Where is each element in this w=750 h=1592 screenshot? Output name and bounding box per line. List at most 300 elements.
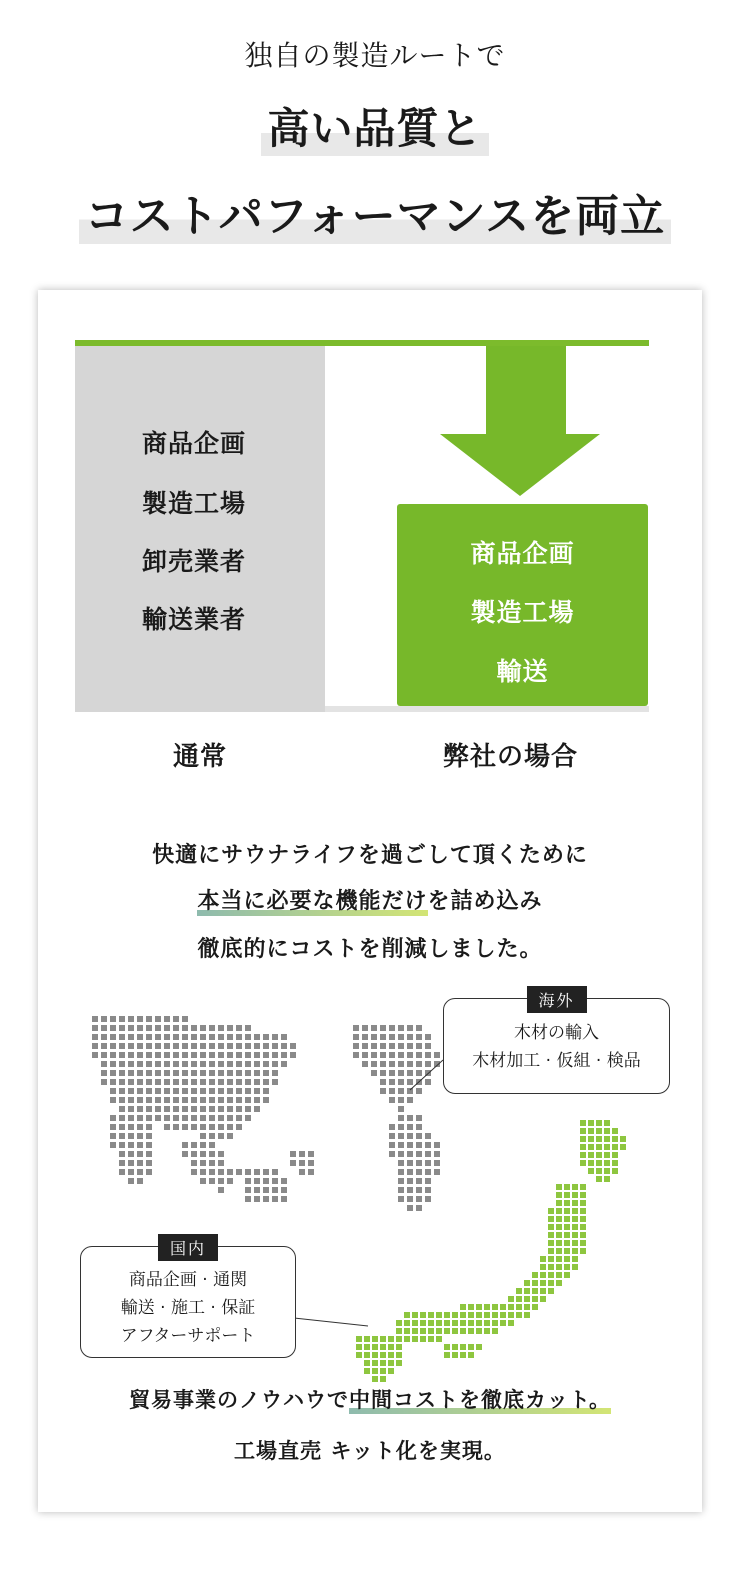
map-dot <box>436 1312 442 1318</box>
map-dot <box>580 1192 586 1198</box>
map-dot <box>209 1088 215 1094</box>
map-dot <box>389 1025 395 1031</box>
map-dot <box>604 1160 610 1166</box>
map-dot <box>272 1070 278 1076</box>
map-dot <box>137 1025 143 1031</box>
map-dot <box>460 1312 466 1318</box>
map-dot <box>398 1115 404 1121</box>
map-dot <box>425 1142 431 1148</box>
map-dot <box>388 1352 394 1358</box>
map-dot <box>476 1312 482 1318</box>
map-dot <box>556 1280 562 1286</box>
map-dot <box>146 1034 152 1040</box>
map-dot <box>110 1070 116 1076</box>
map-dot <box>218 1025 224 1031</box>
map-dot <box>588 1144 594 1150</box>
map-dot <box>580 1128 586 1134</box>
map-dot <box>564 1208 570 1214</box>
map-dot <box>137 1052 143 1058</box>
map-dot <box>254 1088 260 1094</box>
map-dot <box>263 1079 269 1085</box>
map-dot <box>389 1061 395 1067</box>
map-dot <box>299 1169 305 1175</box>
map-dot <box>580 1224 586 1230</box>
map-dot <box>137 1034 143 1040</box>
map-dot <box>164 1052 170 1058</box>
map-dot <box>254 1196 260 1202</box>
map-dot <box>155 1016 161 1022</box>
map-dot <box>191 1142 197 1148</box>
map-dot <box>227 1043 233 1049</box>
map-dot <box>362 1052 368 1058</box>
map-dot <box>191 1043 197 1049</box>
map-dot <box>548 1224 554 1230</box>
map-dot <box>155 1097 161 1103</box>
map-dot <box>218 1124 224 1130</box>
map-dot <box>572 1232 578 1238</box>
map-dot <box>209 1178 215 1184</box>
map-dot <box>164 1106 170 1112</box>
map-dot <box>476 1328 482 1334</box>
map-dot <box>137 1070 143 1076</box>
map-dot <box>173 1079 179 1085</box>
map-dot <box>434 1169 440 1175</box>
map-dot <box>548 1232 554 1238</box>
map-dot <box>200 1169 206 1175</box>
map-dot <box>218 1115 224 1121</box>
map-dot <box>218 1178 224 1184</box>
map-dot <box>146 1142 152 1148</box>
map-dot <box>137 1169 143 1175</box>
map-dot <box>425 1061 431 1067</box>
map-dot <box>137 1106 143 1112</box>
map-dot <box>460 1344 466 1350</box>
map-dot <box>119 1106 125 1112</box>
map-dot <box>398 1124 404 1130</box>
map-dot <box>245 1079 251 1085</box>
map-dot <box>263 1187 269 1193</box>
map-dot <box>164 1079 170 1085</box>
map-dot <box>398 1142 404 1148</box>
map-dot <box>407 1187 413 1193</box>
map-dot <box>556 1184 562 1190</box>
map-dot <box>155 1106 161 1112</box>
map-dot <box>209 1079 215 1085</box>
map-dot <box>236 1034 242 1040</box>
map-dot <box>604 1152 610 1158</box>
map-dot <box>119 1052 125 1058</box>
map-dot <box>254 1169 260 1175</box>
map-dot <box>407 1070 413 1076</box>
map-dot <box>444 1312 450 1318</box>
map-dot <box>398 1133 404 1139</box>
map-dot <box>146 1133 152 1139</box>
map-dot <box>407 1151 413 1157</box>
map-dot <box>398 1151 404 1157</box>
map-dot <box>416 1169 422 1175</box>
map-dot <box>245 1034 251 1040</box>
map-dot <box>119 1061 125 1067</box>
map-dot <box>200 1097 206 1103</box>
map-dot <box>200 1151 206 1157</box>
map-dot <box>372 1352 378 1358</box>
map-dot <box>452 1312 458 1318</box>
map-dot <box>218 1187 224 1193</box>
map-dot <box>110 1124 116 1130</box>
map-dot <box>380 1025 386 1031</box>
map-dot <box>119 1160 125 1166</box>
map-dot <box>420 1328 426 1334</box>
map-dot <box>146 1160 152 1166</box>
map-dot <box>209 1133 215 1139</box>
map-dot <box>556 1224 562 1230</box>
map-dot <box>596 1160 602 1166</box>
map-dot <box>218 1043 224 1049</box>
map-dot <box>218 1034 224 1040</box>
map-dot <box>476 1320 482 1326</box>
map-dot <box>173 1025 179 1031</box>
map-dot <box>92 1025 98 1031</box>
map-dot <box>604 1136 610 1142</box>
map-dot <box>620 1144 626 1150</box>
map-dot <box>398 1160 404 1166</box>
map-dot <box>119 1151 125 1157</box>
map-dot <box>218 1097 224 1103</box>
map-dot <box>281 1052 287 1058</box>
map-dot <box>137 1142 143 1148</box>
map-dot <box>556 1208 562 1214</box>
map-dot <box>191 1088 197 1094</box>
map-dot <box>416 1196 422 1202</box>
map-dot <box>492 1328 498 1334</box>
overseas-tag: 海外 <box>526 986 586 1013</box>
map-dot <box>272 1043 278 1049</box>
map-dot <box>191 1070 197 1076</box>
map-dot <box>200 1025 206 1031</box>
map-dot <box>516 1296 522 1302</box>
map-dot <box>460 1304 466 1310</box>
map-dot <box>137 1133 143 1139</box>
map-dot <box>380 1344 386 1350</box>
map-dot <box>564 1184 570 1190</box>
map-dot <box>173 1052 179 1058</box>
map-dot <box>146 1016 152 1022</box>
map-dot <box>596 1128 602 1134</box>
map-dot <box>524 1312 530 1318</box>
our-step: 製造工場 <box>470 598 575 627</box>
map-dot <box>380 1376 386 1382</box>
map-dot <box>128 1043 134 1049</box>
map-dot <box>572 1184 578 1190</box>
map-dot <box>182 1142 188 1148</box>
map-dot <box>209 1052 215 1058</box>
map-dot <box>460 1320 466 1326</box>
map-dot <box>548 1216 554 1222</box>
map-dot <box>416 1070 422 1076</box>
map-dot <box>389 1034 395 1040</box>
map-dot <box>364 1336 370 1342</box>
map-dot <box>508 1304 514 1310</box>
map-dot <box>236 1106 242 1112</box>
map-dot <box>236 1088 242 1094</box>
map-dot <box>398 1052 404 1058</box>
map-dot <box>146 1061 152 1067</box>
map-dot <box>416 1151 422 1157</box>
world-dot-map <box>92 1016 440 1211</box>
map-dot <box>200 1070 206 1076</box>
map-dot <box>548 1256 554 1262</box>
map-dot <box>218 1088 224 1094</box>
map-dot <box>353 1025 359 1031</box>
map-dot <box>572 1248 578 1254</box>
map-dot <box>245 1097 251 1103</box>
map-dot <box>612 1168 618 1174</box>
domestic-callout <box>80 1239 296 1358</box>
map-dot <box>182 1016 188 1022</box>
map-dot <box>173 1061 179 1067</box>
map-dot <box>110 1079 116 1085</box>
map-dot <box>580 1200 586 1206</box>
header-subtitle: 独自の製造ルートで <box>244 39 506 72</box>
map-dot <box>218 1061 224 1067</box>
map-dot <box>164 1097 170 1103</box>
map-dot <box>146 1115 152 1121</box>
map-dot <box>416 1043 422 1049</box>
footer-line1 <box>38 1384 702 1414</box>
map-dot <box>173 1124 179 1130</box>
map-dot <box>263 1169 269 1175</box>
map-dot <box>371 1034 377 1040</box>
map-dot <box>516 1304 522 1310</box>
map-dot <box>191 1124 197 1130</box>
map-dot <box>110 1115 116 1121</box>
map-dot <box>209 1097 215 1103</box>
map-dot <box>119 1043 125 1049</box>
map-dot <box>92 1034 98 1040</box>
map-dot <box>353 1034 359 1040</box>
map-dot <box>548 1208 554 1214</box>
map-dot <box>389 1124 395 1130</box>
map-dot <box>548 1280 554 1286</box>
map-dot <box>101 1016 107 1022</box>
map-dot <box>245 1043 251 1049</box>
map-dot <box>412 1328 418 1334</box>
map-dot <box>200 1043 206 1049</box>
map-dot <box>398 1169 404 1175</box>
map-dot <box>572 1264 578 1270</box>
map-dot <box>227 1106 233 1112</box>
map-dot <box>200 1160 206 1166</box>
map-dot <box>388 1360 394 1366</box>
map-dot <box>128 1106 134 1112</box>
map-dot <box>110 1088 116 1094</box>
map-dot <box>484 1304 490 1310</box>
map-dot <box>596 1136 602 1142</box>
map-dot <box>425 1079 431 1085</box>
map-dot <box>364 1360 370 1366</box>
map-dot <box>389 1151 395 1157</box>
map-dot <box>191 1025 197 1031</box>
map-dot <box>272 1178 278 1184</box>
map-dot <box>128 1088 134 1094</box>
map-dot <box>245 1169 251 1175</box>
overseas-line: 木材加工 · 仮組 · 検品 <box>472 1051 641 1071</box>
map-dot <box>389 1070 395 1076</box>
map-dot <box>119 1169 125 1175</box>
map-dot <box>596 1168 602 1174</box>
map-dot <box>596 1152 602 1158</box>
content-card <box>38 290 702 1512</box>
map-dot <box>398 1025 404 1031</box>
map-dot <box>564 1232 570 1238</box>
normal-step: 卸売業者 <box>142 547 247 576</box>
map-dot <box>128 1133 134 1139</box>
map-dot <box>425 1196 431 1202</box>
map-dot <box>362 1061 368 1067</box>
map-dot <box>404 1328 410 1334</box>
map-dot <box>389 1142 395 1148</box>
map-dot <box>218 1052 224 1058</box>
map-dot <box>128 1151 134 1157</box>
map-dot <box>164 1025 170 1031</box>
map-dot <box>236 1169 242 1175</box>
map-dot <box>389 1088 395 1094</box>
map-dot <box>227 1115 233 1121</box>
map-dot <box>164 1088 170 1094</box>
map-dot <box>353 1043 359 1049</box>
map-dot <box>245 1061 251 1067</box>
map-dot <box>556 1272 562 1278</box>
map-dot <box>364 1352 370 1358</box>
map-dot <box>380 1043 386 1049</box>
map-dot <box>420 1336 426 1342</box>
map-dot <box>146 1151 152 1157</box>
map-dot <box>416 1187 422 1193</box>
message-line2-rest: を詰め込み <box>427 889 543 914</box>
map-dot <box>416 1052 422 1058</box>
map-dot <box>209 1142 215 1148</box>
map-dot <box>398 1079 404 1085</box>
map-dot <box>580 1184 586 1190</box>
map-dot <box>227 1124 233 1130</box>
map-dot <box>356 1336 362 1342</box>
map-dot <box>254 1034 260 1040</box>
map-dot <box>371 1025 377 1031</box>
map-dot <box>146 1043 152 1049</box>
map-dot <box>388 1344 394 1350</box>
map-dot <box>398 1034 404 1040</box>
footer-line2: 工場直売 キット化を実現。 <box>234 1439 506 1463</box>
map-dot <box>128 1160 134 1166</box>
map-dot <box>564 1200 570 1206</box>
map-dot <box>191 1052 197 1058</box>
map-dot <box>200 1079 206 1085</box>
domestic-tag: 国内 <box>158 1234 218 1261</box>
map-dot <box>227 1025 233 1031</box>
map-dot <box>407 1178 413 1184</box>
map-dot <box>236 1043 242 1049</box>
map-dot <box>200 1061 206 1067</box>
map-dot <box>572 1240 578 1246</box>
map-dot <box>407 1097 413 1103</box>
map-dot <box>209 1124 215 1130</box>
map-dot <box>588 1160 594 1166</box>
map-dot <box>580 1232 586 1238</box>
map-dot <box>434 1052 440 1058</box>
map-dot <box>380 1052 386 1058</box>
map-dot <box>164 1115 170 1121</box>
map-dot <box>372 1360 378 1366</box>
map-dot <box>407 1052 413 1058</box>
map-dot <box>110 1097 116 1103</box>
map-dot <box>281 1196 287 1202</box>
map-dot <box>272 1034 278 1040</box>
map-dot <box>556 1216 562 1222</box>
map-dot <box>254 1187 260 1193</box>
map-dot <box>468 1312 474 1318</box>
map-dot <box>119 1088 125 1094</box>
map-dot <box>200 1124 206 1130</box>
map-dot <box>580 1120 586 1126</box>
map-dot <box>556 1232 562 1238</box>
map-dot <box>371 1061 377 1067</box>
map-dot <box>416 1142 422 1148</box>
map-dot <box>588 1168 594 1174</box>
map-dot <box>155 1079 161 1085</box>
map-dot <box>468 1352 474 1358</box>
map-dot <box>404 1320 410 1326</box>
map-dot <box>398 1097 404 1103</box>
map-dot <box>596 1120 602 1126</box>
map-dot <box>588 1152 594 1158</box>
map-dot <box>245 1070 251 1076</box>
map-dot <box>227 1034 233 1040</box>
map-dot <box>164 1016 170 1022</box>
map-dot <box>182 1070 188 1076</box>
map-dot <box>191 1115 197 1121</box>
map-dot <box>362 1034 368 1040</box>
map-dot <box>182 1043 188 1049</box>
map-dot <box>548 1248 554 1254</box>
map-dot <box>254 1052 260 1058</box>
map-dot <box>236 1025 242 1031</box>
map-dot <box>272 1187 278 1193</box>
map-dot <box>620 1136 626 1142</box>
map-dot <box>146 1124 152 1130</box>
map-dot <box>416 1160 422 1166</box>
map-dot <box>155 1043 161 1049</box>
map-dot <box>476 1304 482 1310</box>
map-dot <box>604 1168 610 1174</box>
map-dot <box>588 1120 594 1126</box>
map-dot <box>500 1304 506 1310</box>
map-dot <box>420 1320 426 1326</box>
map-dot <box>371 1052 377 1058</box>
map-dot <box>548 1264 554 1270</box>
map-dot <box>452 1352 458 1358</box>
map-dot <box>146 1025 152 1031</box>
map-dot <box>434 1151 440 1157</box>
map-dot <box>436 1328 442 1334</box>
map-dot <box>227 1178 233 1184</box>
map-dot <box>182 1061 188 1067</box>
map-dot <box>396 1360 402 1366</box>
map-dot <box>245 1196 251 1202</box>
map-dot <box>137 1115 143 1121</box>
map-dot <box>407 1196 413 1202</box>
map-dot <box>200 1178 206 1184</box>
map-dot <box>484 1312 490 1318</box>
